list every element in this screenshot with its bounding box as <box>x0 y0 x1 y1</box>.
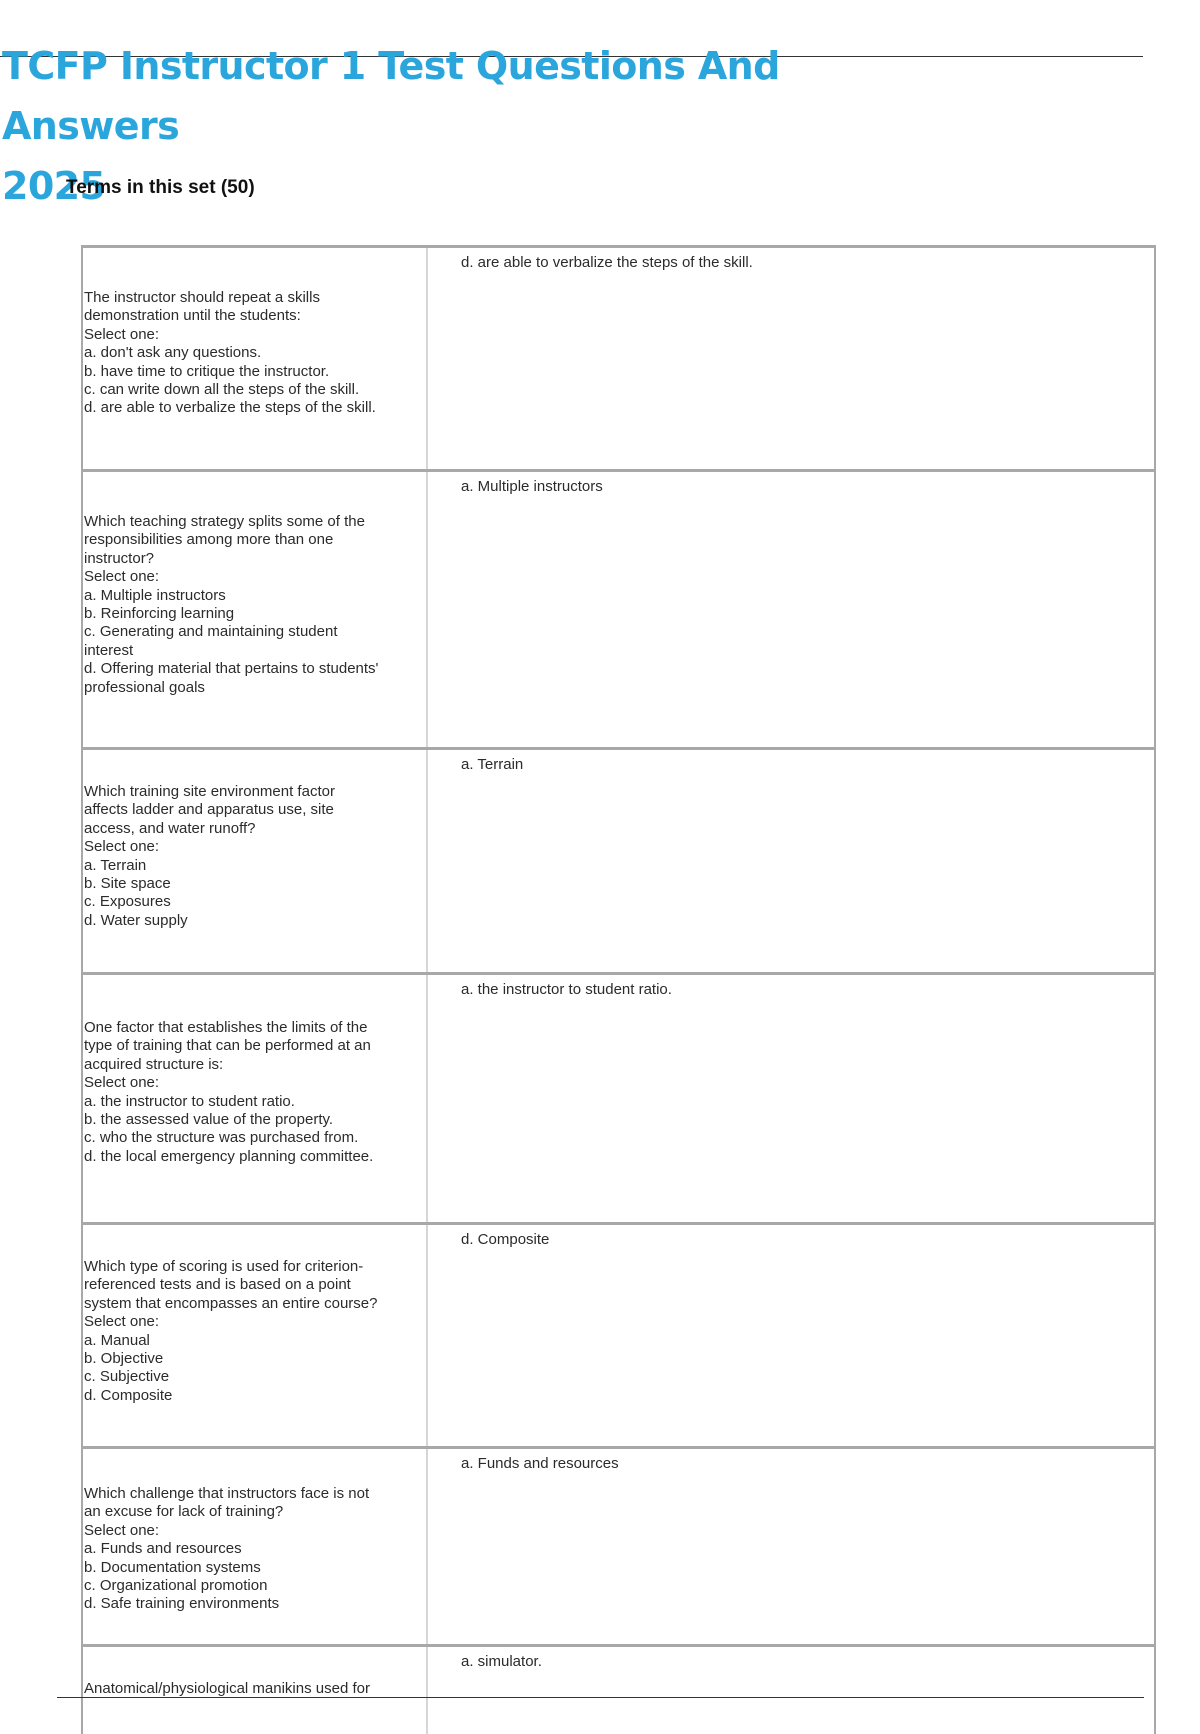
document-title-line-1: TCFP Instructor 1 Test Questions And Answers <box>2 44 780 148</box>
term-row <box>83 245 1154 469</box>
term-row <box>83 1446 1154 1644</box>
question-cell <box>83 248 428 469</box>
question-text: Anatomical/physiological manikins used for <box>84 1680 370 1697</box>
answer-cell: a. Funds and resources <box>461 1455 619 1472</box>
answer-cell: a. Terrain <box>461 756 524 773</box>
term-row <box>83 972 1154 1222</box>
term-row <box>83 1222 1154 1446</box>
question-text: Which training site environment factor affects ladder and apparatus use, site access, and water runoff? Select one: a. Terrain b. Site space c. Exposures d. Water supply <box>84 783 335 929</box>
question-cell <box>83 1225 428 1446</box>
question-text: Which challenge that instructors face is not an excuse for lack of training? Select one: a. Funds and resources b. Documentation systems c. Organizational promotion d. Safe training environments <box>84 1485 370 1613</box>
terms-table <box>81 245 1156 1734</box>
question-text: Which teaching strategy splits some of the responsibilities among more than one instructor? Select one: a. Multiple instructors b. Reinforcing learning c. Generating and maintaining student interest d. Offering material that pertains to students' professional goals <box>84 513 379 696</box>
answer-cell: d. are able to verbalize the steps of the skill. <box>461 254 753 271</box>
answer-cell: a. Multiple instructors <box>461 478 603 495</box>
term-row <box>83 747 1154 972</box>
question-text: One factor that establishes the limits of the type of training that can be performed at an acquired structure is: Select one: a. the instructor to student ratio. b. the assessed value of the property. c. who the structure was purchased from. d. the local emergency planning committee. <box>84 1019 374 1165</box>
document-title-line-2: 2025 <box>2 164 106 208</box>
terms-count-heading: Terms in this set (50) <box>66 177 255 198</box>
question-cell <box>83 750 428 972</box>
answer-cell: a. simulator. <box>461 1653 542 1670</box>
answer-cell: a. the instructor to student ratio. <box>461 981 672 998</box>
question-cell <box>83 1449 428 1644</box>
answer-cell: d. Composite <box>461 1231 550 1248</box>
term-row <box>83 1644 1154 1734</box>
bottom-rule <box>57 1697 1144 1698</box>
question-text: The instructor should repeat a skills demonstration until the students: Select one: a. don't ask any questions. b. have time to critique the instructor. c. can write down all the steps of the skill. d. are able to verbalize the steps of the skill. <box>84 289 376 417</box>
question-cell <box>83 472 428 747</box>
term-row <box>83 469 1154 747</box>
question-cell <box>83 1647 428 1734</box>
question-text: Which type of scoring is used for criterion- referenced tests and is based on a point system that encompasses an entire course? Select one: a. Manual b. Objective c. Subjective d. Composite <box>84 1258 378 1404</box>
question-cell <box>83 975 428 1222</box>
